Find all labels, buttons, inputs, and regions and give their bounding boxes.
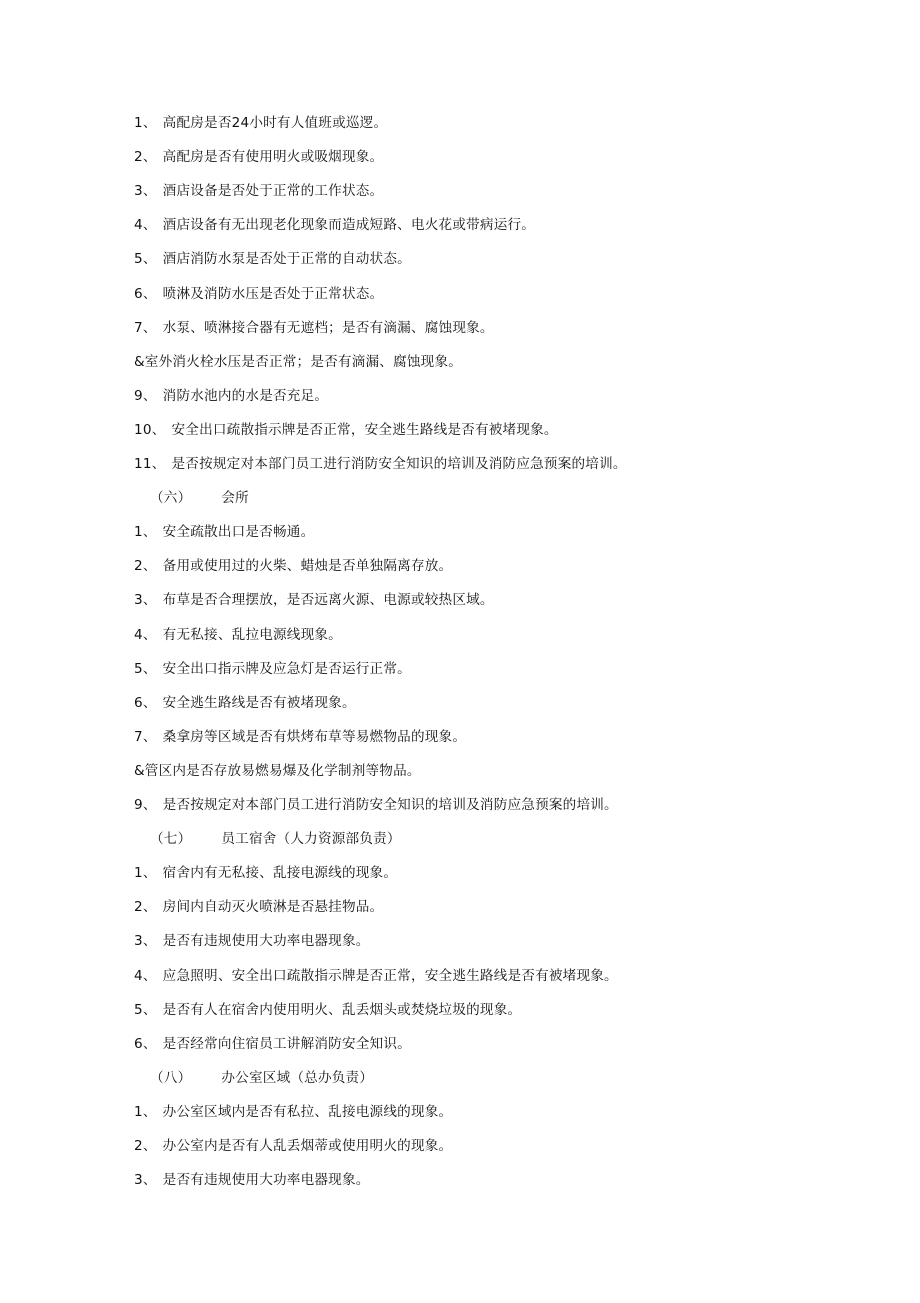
list-item bbox=[134, 591, 494, 609]
list-item bbox=[134, 932, 370, 950]
item-number: 5、 bbox=[134, 661, 157, 677]
item-number: 7、 bbox=[134, 729, 157, 745]
item-text: 消防水池内的水是否充足。 bbox=[162, 388, 329, 404]
list-item bbox=[134, 216, 535, 234]
item-text: 安全逃生路线是否有被堵现象。 bbox=[162, 695, 356, 711]
item-number: 4、 bbox=[134, 217, 157, 233]
list-item bbox=[134, 694, 356, 712]
list-item bbox=[134, 250, 411, 268]
item-text: 是否有违规使用大功率电器现象。 bbox=[162, 1172, 370, 1188]
item-number: 5、 bbox=[134, 1002, 157, 1018]
list-item bbox=[134, 182, 383, 200]
item-number: 1、 bbox=[134, 1104, 157, 1120]
list-item bbox=[134, 148, 383, 166]
section-heading bbox=[150, 489, 249, 507]
item-text: 酒店设备有无出现老化现象而造成短路、电火花或带病运行。 bbox=[162, 217, 536, 233]
item-text: 办公室区域内是否有私拉、乱接电源线的现象。 bbox=[162, 1104, 453, 1120]
section-title: 会所 bbox=[221, 490, 249, 506]
item-text: 是否经常向住宿员工讲解消防安全知识。 bbox=[162, 1036, 411, 1052]
item-text: 是否有人在宿舍内使用明火、乱丢烟头或焚烧垃圾的现象。 bbox=[162, 1002, 522, 1018]
item-text: 水泵、喷淋接合器有无遮档；是否有滴漏、腐蚀现象。 bbox=[162, 320, 494, 336]
item-number: 5、 bbox=[134, 251, 157, 267]
item-text: &室外消火栓水压是否正常；是否有滴漏、腐蚀现象。 bbox=[134, 354, 463, 370]
section-number: （八） bbox=[150, 1070, 192, 1086]
list-item bbox=[134, 796, 618, 814]
item-text: 安全出口指示牌及应急灯是否运行正常。 bbox=[162, 661, 411, 677]
item-number: 1、 bbox=[134, 524, 157, 540]
item-number: 1、 bbox=[134, 865, 157, 881]
item-number: 6、 bbox=[134, 695, 157, 711]
list-item bbox=[134, 762, 421, 780]
item-number: 2、 bbox=[134, 1138, 157, 1154]
item-text: 高配房是否24小时有人值班或巡逻。 bbox=[162, 115, 388, 131]
list-item bbox=[134, 1035, 411, 1053]
item-text: 是否有违规使用大功率电器现象。 bbox=[162, 933, 370, 949]
list-item bbox=[134, 898, 383, 916]
section-heading bbox=[150, 830, 401, 848]
list-item bbox=[134, 523, 314, 541]
item-number: 2、 bbox=[134, 558, 157, 574]
item-number: 2、 bbox=[134, 149, 157, 165]
item-text: 酒店设备是否处于正常的工作状态。 bbox=[162, 183, 384, 199]
list-item bbox=[134, 319, 494, 337]
list-item bbox=[134, 285, 383, 303]
list-item bbox=[134, 455, 627, 473]
item-number: 1、 bbox=[134, 115, 157, 131]
item-number: 6、 bbox=[134, 286, 157, 302]
item-text: 布草是否合理摆放，是否远离火源、电源或较热区域。 bbox=[162, 592, 494, 608]
list-item bbox=[134, 114, 387, 132]
list-item bbox=[134, 557, 452, 575]
item-number: 9、 bbox=[134, 797, 157, 813]
item-number: 11、 bbox=[134, 456, 166, 472]
list-item bbox=[134, 1137, 452, 1155]
section-title: 员工宿舍（人力资源部负责） bbox=[221, 831, 401, 847]
list-item bbox=[134, 728, 466, 746]
item-text: 高配房是否有使用明火或吸烟现象。 bbox=[162, 149, 384, 165]
item-number: 7、 bbox=[134, 320, 157, 336]
item-number: 9、 bbox=[134, 388, 157, 404]
item-text: 有无私接、乱拉电源线现象。 bbox=[162, 627, 342, 643]
item-number: 3、 bbox=[134, 1172, 157, 1188]
list-item bbox=[134, 864, 397, 882]
item-text: 备用或使用过的火柴、蜡烛是否单独隔离存放。 bbox=[162, 558, 453, 574]
list-item bbox=[134, 626, 342, 644]
item-text: 是否按规定对本部门员工进行消防安全知识的培训及消防应急预案的培训。 bbox=[162, 797, 618, 813]
item-text: &管区内是否存放易燃易爆及化学制剂等物品。 bbox=[134, 763, 421, 779]
item-text: 是否按规定对本部门员工进行消防安全知识的培训及消防应急预案的培训。 bbox=[171, 456, 627, 472]
list-item bbox=[134, 967, 618, 985]
section-title: 办公室区域（总办负责） bbox=[221, 1070, 374, 1086]
item-number: 3、 bbox=[134, 592, 157, 608]
item-text: 宿舍内有无私接、乱接电源线的现象。 bbox=[162, 865, 398, 881]
section-number: （七） bbox=[150, 831, 192, 847]
item-text: 桑拿房等区域是否有烘烤布草等易燃物品的现象。 bbox=[162, 729, 467, 745]
list-item bbox=[134, 1001, 521, 1019]
list-item bbox=[134, 660, 411, 678]
item-text: 房间内自动灭火喷淋是否悬挂物品。 bbox=[162, 899, 384, 915]
item-text: 喷淋及消防水压是否处于正常状态。 bbox=[162, 286, 384, 302]
item-text: 安全疏散出口是否畅通。 bbox=[162, 524, 315, 540]
item-text: 应急照明、安全出口疏散指示牌是否正常，安全逃生路线是否有被堵现象。 bbox=[162, 968, 618, 984]
list-item bbox=[134, 353, 462, 371]
list-item bbox=[134, 421, 558, 439]
item-number: 4、 bbox=[134, 968, 157, 984]
item-text: 办公室内是否有人乱丢烟蒂或使用明火的现象。 bbox=[162, 1138, 453, 1154]
list-item bbox=[134, 1171, 370, 1189]
item-number: 3、 bbox=[134, 183, 157, 199]
item-number: 4、 bbox=[134, 627, 157, 643]
item-number: 2、 bbox=[134, 899, 157, 915]
item-text: 酒店消防水泵是否处于正常的自动状态。 bbox=[162, 251, 411, 267]
section-heading bbox=[150, 1069, 373, 1087]
item-text: 安全出口疏散指示牌是否正常，安全逃生路线是否有被堵现象。 bbox=[171, 422, 558, 438]
item-number: 10、 bbox=[134, 422, 166, 438]
item-number: 3、 bbox=[134, 933, 157, 949]
list-item bbox=[134, 1103, 452, 1121]
section-number: （六） bbox=[150, 490, 192, 506]
list-item bbox=[134, 387, 328, 405]
item-number: 6、 bbox=[134, 1036, 157, 1052]
